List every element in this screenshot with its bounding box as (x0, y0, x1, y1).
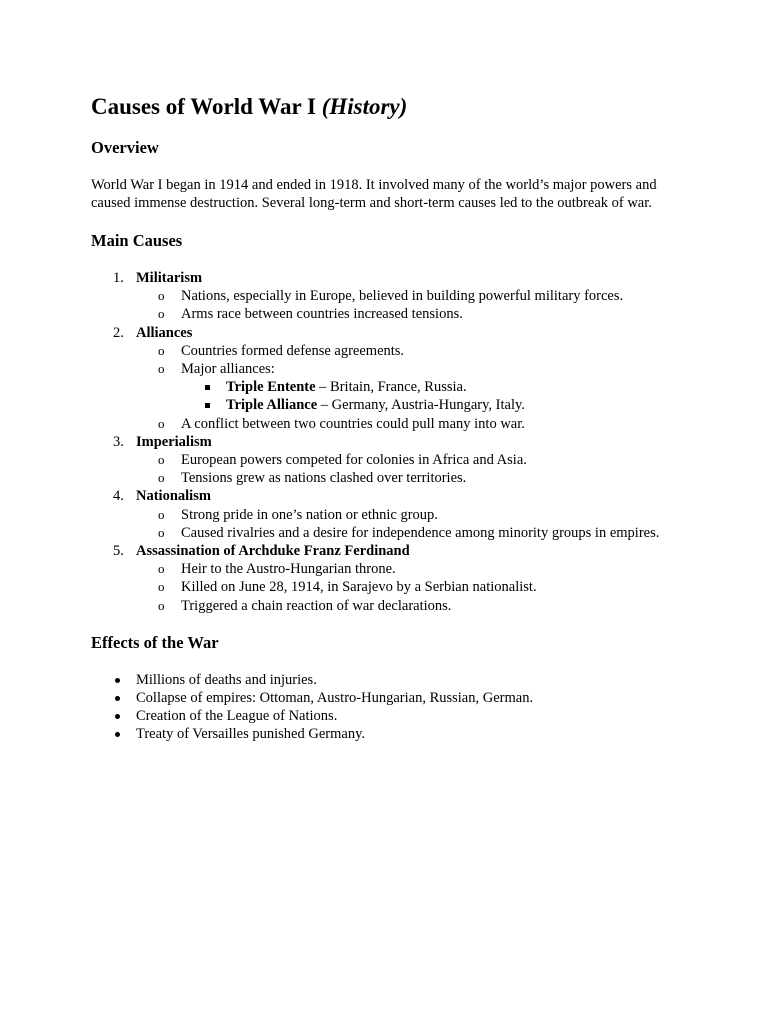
hollow-bullet-icon: o (158, 342, 165, 358)
document-content (91, 92, 691, 744)
title-text: Causes of World War I (91, 94, 316, 119)
effects-list (91, 671, 691, 744)
cause-point-text: A conflict between two countries could pull many into war. (181, 415, 525, 432)
main-causes-heading: Main Causes (91, 231, 183, 250)
cause-points (136, 287, 691, 323)
alliance-members: – Britain, France, Russia. (315, 379, 467, 396)
hollow-bullet-icon: o (158, 470, 165, 486)
effect-item (91, 671, 691, 689)
cause-number: 3. (113, 433, 124, 450)
cause-point (136, 305, 691, 323)
hollow-bullet-icon: o (158, 361, 165, 377)
cause-point-text: Nations, especially in Europe, believed in building powerful military forces. (181, 288, 624, 305)
hollow-bullet-icon: o (158, 452, 165, 468)
cause-point-text: Countries formed defense agreements. (181, 342, 405, 359)
cause-item (91, 487, 691, 542)
hollow-bullet-icon: o (158, 415, 165, 431)
cause-point-text: Strong pride in one’s nation or ethnic group. (181, 506, 438, 523)
effect-text: Collapse of empires: Ottoman, Austro-Hungarian, Russian, German. (136, 690, 534, 707)
cause-point-text: European powers competed for colonies in Africa and Asia. (181, 452, 527, 469)
cause-point (136, 287, 691, 305)
square-bullet-icon (205, 403, 210, 408)
cause-points (136, 560, 691, 615)
bullet-icon (115, 678, 120, 683)
effect-text: Creation of the League of Nations. (136, 708, 338, 725)
cause-point (136, 415, 691, 433)
cause-points (136, 451, 691, 487)
overview-heading: Overview (91, 138, 159, 157)
cause-point-text: Triggered a chain reaction of war declarations. (181, 597, 452, 614)
cause-item (91, 269, 691, 324)
cause-point-text: Caused rivalries and a desire for independence among minority groups in empires. (181, 524, 660, 541)
hollow-bullet-icon: o (158, 288, 165, 304)
alliance-name: Triple Entente (226, 379, 316, 396)
alliance-list (181, 378, 691, 414)
bullet-icon (115, 696, 120, 701)
cause-point-text: Heir to the Austro-Hungarian throne. (181, 561, 396, 578)
causes-list (91, 269, 691, 615)
cause-number: 4. (113, 488, 124, 505)
effect-text: Millions of deaths and injuries. (136, 671, 317, 688)
cause-title: Militarism (136, 270, 203, 286)
cause-point (136, 560, 691, 578)
cause-item (91, 542, 691, 615)
cause-points (136, 342, 691, 433)
square-bullet-icon (205, 385, 210, 390)
hollow-bullet-icon: o (158, 597, 165, 613)
cause-item (91, 433, 691, 488)
effects-heading: Effects of the War (91, 632, 219, 652)
cause-points (136, 506, 691, 542)
cause-point-text: Major alliances: (181, 361, 275, 378)
cause-point (136, 506, 691, 524)
overview-paragraph: World War I began in 1914 and ended in 1918. It involved many of the world’s major powers and caused immense destruction. Several long-term and short-term causes led to the outbreak of war. (91, 177, 657, 211)
cause-point (136, 451, 691, 469)
alliance-item (181, 396, 691, 414)
cause-item (91, 324, 691, 433)
cause-point (136, 469, 691, 487)
alliance-name: Triple Alliance (226, 397, 318, 414)
cause-title: Assassination of Archduke Franz Ferdinand (136, 543, 410, 560)
effect-item (91, 689, 691, 707)
alliance-item (181, 378, 691, 396)
cause-number: 1. (113, 270, 124, 286)
bullet-icon (115, 732, 120, 737)
effect-item (91, 707, 691, 725)
cause-point (136, 597, 691, 615)
cause-number: 5. (113, 543, 124, 560)
hollow-bullet-icon: o (158, 506, 165, 522)
effect-item (91, 725, 691, 743)
cause-point (136, 342, 691, 360)
cause-title: Nationalism (136, 488, 211, 505)
hollow-bullet-icon: o (158, 306, 165, 322)
cause-point (136, 578, 691, 596)
hollow-bullet-icon: o (158, 561, 165, 577)
hollow-bullet-icon: o (158, 579, 165, 595)
hollow-bullet-icon: o (158, 524, 165, 540)
cause-point (136, 360, 691, 415)
cause-title: Alliances (136, 324, 193, 341)
cause-number: 2. (113, 324, 124, 341)
cause-point-text: Killed on June 28, 1914, in Sarajevo by a Serbian nationalist. (181, 579, 537, 596)
cause-point-text: Arms race between countries increased tensions. (181, 306, 463, 323)
cause-point-text: Tensions grew as nations clashed over territories. (181, 470, 467, 487)
cause-point (136, 524, 691, 542)
bullet-icon (115, 714, 120, 719)
document-title (91, 92, 691, 122)
alliance-members: – Germany, Austria-Hungary, Italy. (317, 397, 525, 414)
effect-text: Treaty of Versailles punished Germany. (136, 726, 366, 743)
title-suffix: (History) (321, 94, 408, 119)
cause-title: Imperialism (136, 433, 212, 450)
